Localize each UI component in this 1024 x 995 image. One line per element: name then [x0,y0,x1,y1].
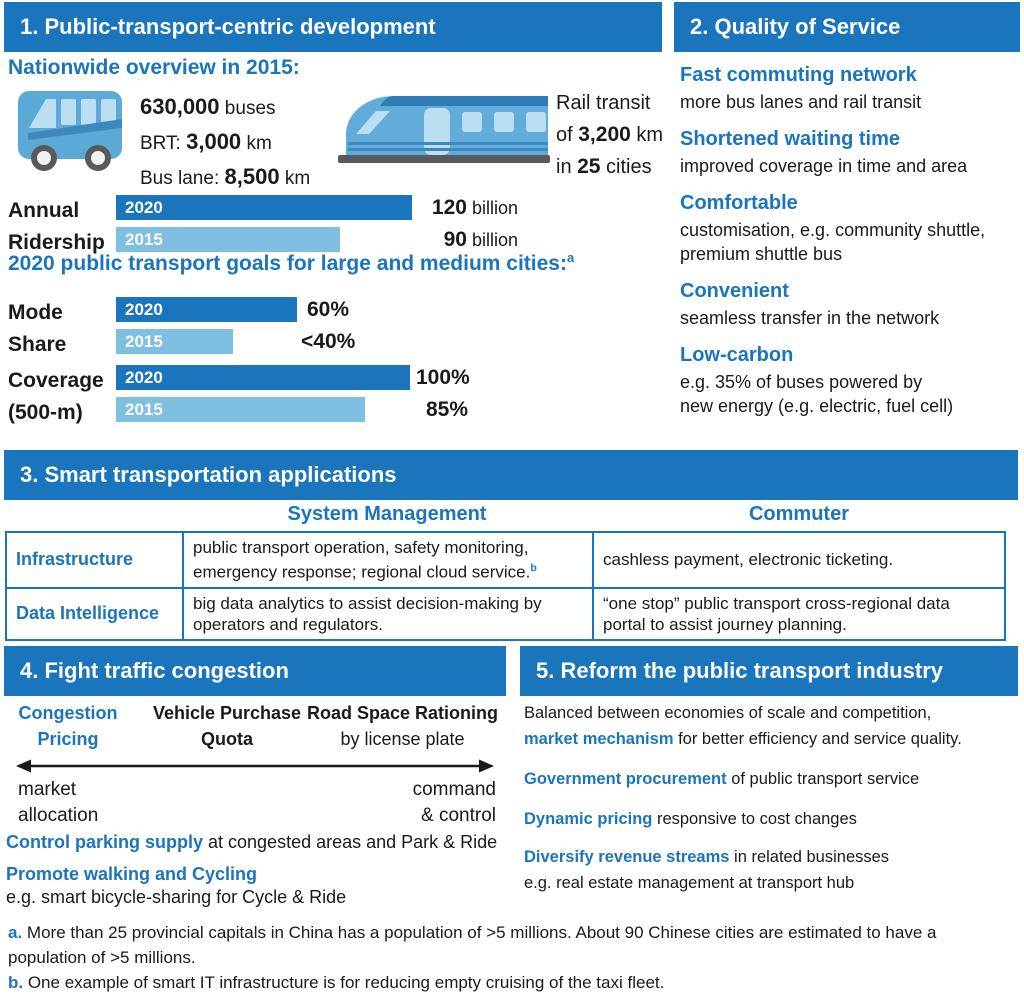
qos-item-waiting-time: Shortened waiting time improved coverage in time and area [680,128,968,176]
overview-heading: Nationwide overview in 2015: [8,56,300,79]
section4-title: 4. Fight traffic congestion [20,658,289,683]
footnotes [8,921,1018,995]
goals-heading: 2020 public transport goals for large and medium cities:$^a$ [8,250,575,275]
mode-share-chart [8,297,356,361]
bar-value: 100% [416,365,470,389]
cell-commuter: cashless payment, electronic ticketing. [603,550,894,570]
measure-line: Control parking supply at congested areas and Park & Ride [6,832,498,852]
bus-icon [15,88,125,172]
cell-system: big data analytics to assist decision-making by operators and regulators. [184,589,594,639]
section2-header [674,2,1020,52]
spectrum-vehicle-purchase-quota: Vehicle Purchase Quota [152,703,302,749]
bar-value: 90 billion [443,227,518,251]
qos-item-comfortable: Comfortable customisation, e.g. community shuttle, premium shuttle bus [680,192,986,264]
bus-stat-line: Bus lane: 8,500 km [140,164,311,189]
cell-commuter: “one stop” public transport cross-regional data portal to assist journey planning. [603,593,950,634]
qos-item-convenient: Convenient seamless transfer in the network [680,280,940,328]
reform-line: market mechanism for better efficiency and service quality. [524,730,962,748]
table-row-data-intelligence [7,587,1004,639]
section5-header [520,646,1018,696]
train-icon [338,86,550,166]
bar-modeshare-2020: 2020 [116,297,297,322]
bar-coverage-2015: 2015 [116,397,365,422]
bar-modeshare-2015: 2015 [116,329,233,354]
bus-stat-line: 630,000 buses [140,94,276,119]
bus-stat-line: BRT: 3,000 km [140,129,272,154]
spectrum-congestion-pricing: Congestion Pricing [18,703,118,749]
spectrum-double-arrow-icon [16,758,494,774]
coverage-chart [8,365,468,429]
chart-label: Annual Ridership [8,199,105,254]
row-label: Data Intelligence [7,589,184,639]
reform-line: e.g. real estate management at transport hub [524,874,855,892]
smart-applications-table [5,531,1006,641]
bar-value: 85% [425,397,468,421]
section5-title: 5. Reform the public transport industry [536,658,944,683]
qos-item-low-carbon: Low-carbon e.g. 35% of buses powered by new energy (e.g. electric, fuel cell) [680,344,954,416]
row-label: Infrastructure [7,533,184,587]
table-row-infrastructure [7,533,1004,587]
rail-stat-line: in 25 cities [556,155,652,178]
footnote-a: a. More than 25 provincial capitals in China has a population of >5 millions. About 90 Chinese cities are estimated to have a population of >5 millions. [8,923,937,967]
section4-header [4,646,506,696]
bar-ridership-2020: 2020 [116,195,412,220]
measure-line: Promote walking and Cycling [6,864,258,884]
chart-label: Coverage (500-m) [8,369,104,424]
bar-value: <40% [301,329,356,353]
section3-title: 3. Smart transportation applications [20,462,397,487]
reform-line: Diversify revenue streams in related businesses [524,848,890,866]
rail-stat-line: of 3,200 km [556,123,664,146]
section3-header [4,450,1018,500]
section1-header [4,2,662,52]
chart-label: Mode Share [8,301,67,356]
rail-stats [556,88,663,183]
section1-title: 1. Public-transport-centric development [20,14,436,39]
congestion-measures [6,832,518,919]
section2-title: 2. Quality of Service [690,14,901,39]
bar-value: 120 billion [431,195,518,219]
quality-of-service-list [680,62,1022,430]
measure-line: e.g. smart bicycle-sharing for Cycle & Ride [6,887,347,907]
spectrum-road-space-rationing: Road Space Rationing by license plate [306,703,499,749]
spectrum-right-label: command & control [412,779,496,826]
reform-line: Government procurement of public transport service [524,770,920,788]
reform-line: Dynamic pricing responsive to cost changes [524,810,857,828]
column-header-commuter: Commuter [748,503,849,525]
footnote-b: b. One example of smart IT infrastructure is for reducing empty cruising of the taxi fleet. [8,973,665,992]
cell-system: public transport operation, safety monitoring, emergency response; regional cloud service.$^b$ [184,533,594,587]
reform-line: Balanced between economies of scale and competition, [524,704,932,722]
bar-value: 60% [306,297,349,321]
qos-item-fast-commuting: Fast commuting network more bus lanes and rail transit [680,64,922,112]
bar-ridership-2015: 2015 [116,227,340,252]
reform-list [524,700,1022,896]
rail-stat-line: Rail transit [556,92,651,114]
bar-coverage-2020: 2020 [116,365,410,390]
column-header-system-management: System Management [287,503,487,525]
spectrum-left-label: market allocation [18,779,99,826]
bus-stats [140,90,310,195]
